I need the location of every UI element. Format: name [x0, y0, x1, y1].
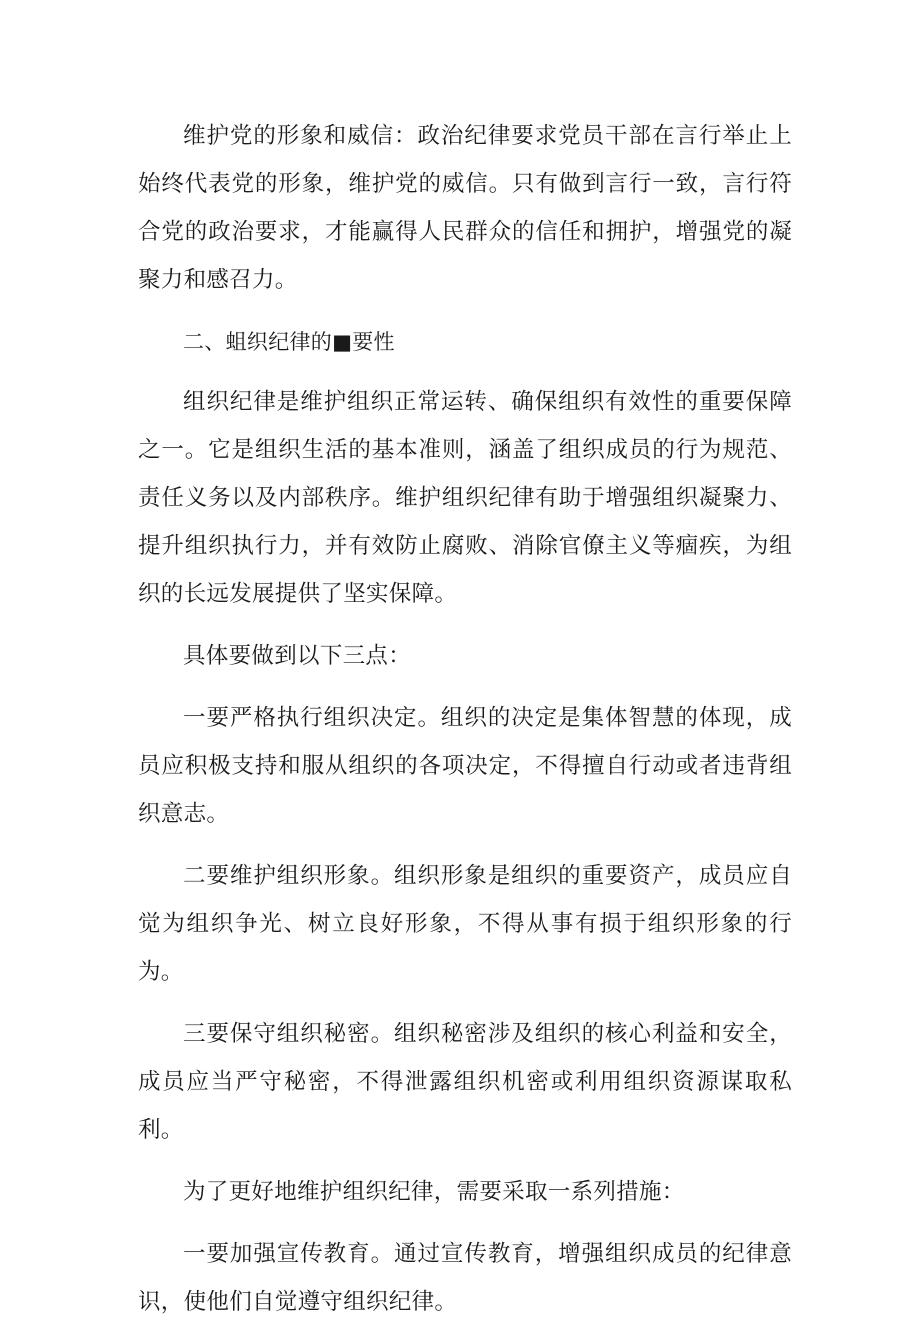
paragraph-party-image: 维护党的形象和威信：政治纪律要求党员干部在言行举止上始终代表党的形象，维护党的威信。只有做到言行一致，言行符合党的政治要求，才能赢得人民群众的信任和拥护，增强党的凝聚力和感召力。	[138, 123, 792, 293]
paragraph-point-two: 二要维护组织形象。组织形象是组织的重要资产，成员应自觉为组织争光、树立良好形象，不得从事有损于组织形象的行为。	[138, 863, 792, 985]
paragraph-point-three: 三要保守组织秘密。组织秘密涉及组织的核心利益和安全，成员应当严守秘密，不得泄露组织机密或利用组织资源谋取私利。	[138, 1021, 792, 1143]
paragraph-three-points-intro: 具体要做到以下三点：	[183, 643, 412, 669]
paragraph-measure-one: 一要加强宣传教育。通过宣传教育，增强组织成员的纪律意识，使他们自觉遵守组织纪律。	[138, 1241, 792, 1315]
paragraph-organizational-discipline: 组织纪律是维护组织正常运转、确保组织有效性的重要保障之一。它是组织生活的基本准则，涵盖了组织成员的行为规范、责任义务以及内部秩序。维护组织纪律有助于增强组织凝聚力、提升组织执行力，并有效防止腐败、消除官僚主义等痼疾，为组织的长远发展提供了坚实保障。	[138, 389, 792, 607]
document-body	[138, 112, 792, 1326]
paragraph-point-one: 一要严格执行组织决定。组织的决定是集体智慧的体现，成员应积极支持和服从组织的各项决定，不得擅自行动或者违背组织意志。	[138, 705, 792, 827]
section-heading-organizational-discipline: 二、蛆织纪律的■要性	[183, 330, 395, 354]
paragraph-measures-intro: 为了更好地维护组织纪律，需要采取一系列措施：	[183, 1179, 685, 1205]
